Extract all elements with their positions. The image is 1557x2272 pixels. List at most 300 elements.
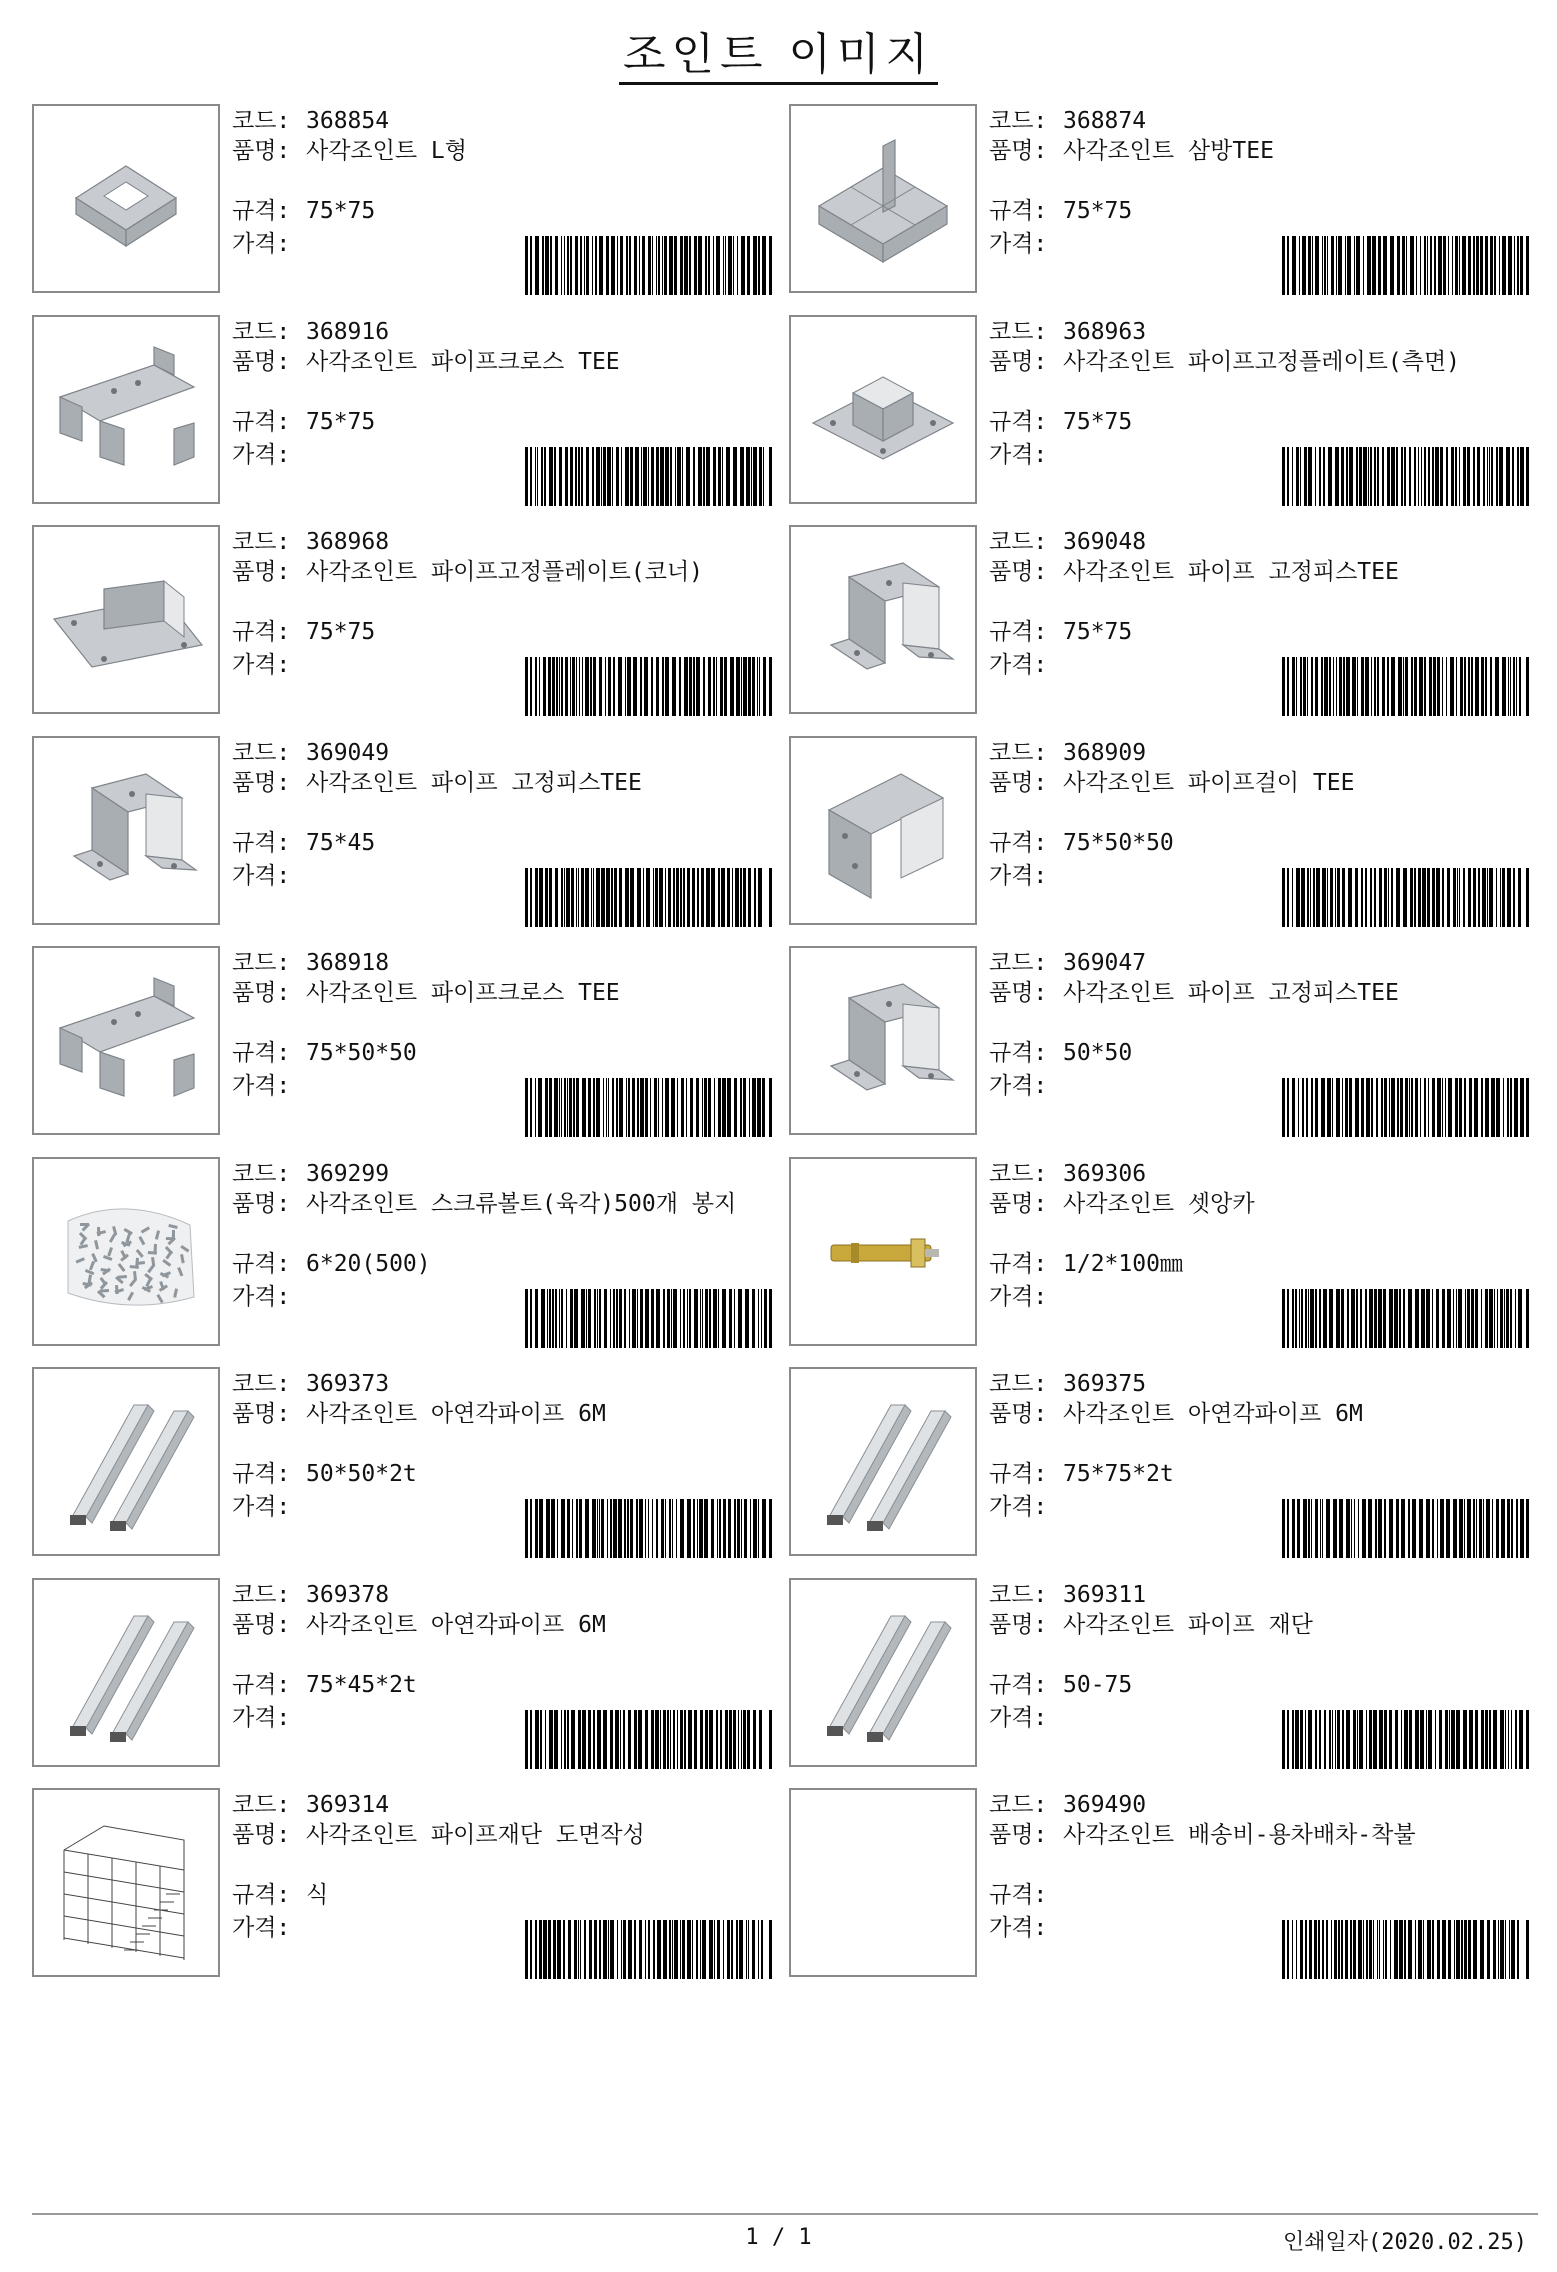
barcode-bar [665,868,666,927]
barcode-bar [1315,236,1319,295]
barcode-bar [618,1499,622,1558]
barcode-bar [540,1710,542,1769]
barcode-bar [645,1078,648,1137]
fixing-piece-tee-icon [791,948,975,1133]
barcode-bar [1382,657,1385,716]
barcode-bar [567,1710,569,1769]
barcode-bar [709,1920,713,1979]
barcode-bar [1292,1920,1293,1979]
barcode-bar [1422,868,1426,927]
barcode-bar [1295,1710,1299,1769]
barcode-bar [1448,236,1449,295]
barcode-bar [1374,1289,1377,1348]
barcode-bar [1404,1920,1406,1979]
barcode-bar [686,1078,687,1137]
barcode-bar [1405,657,1408,716]
barcode-bar [1469,1710,1473,1769]
product-card [789,1578,1537,1771]
barcode-bar [705,1289,708,1348]
barcode-bar [640,657,642,716]
code-value: 369299 [306,1160,390,1187]
barcode-bar [1368,1499,1372,1558]
barcode-bar [603,447,606,506]
name-row [232,1610,751,1640]
barcode-bar [1414,657,1417,716]
barcode-bar [597,1289,598,1348]
barcode-bar [660,1710,661,1769]
code-row [232,317,389,347]
barcode-bar [1307,868,1309,927]
barcode-bar [677,1078,678,1137]
barcode-bar [1390,1920,1391,1979]
barcode-bar [1296,657,1297,716]
barcode-bar [1391,657,1395,716]
barcode-bar [1391,868,1393,927]
spec-value: 1/2*100㎜ [1063,1250,1183,1277]
spec-label: 규격: [989,408,1048,435]
barcode-bar [572,1499,573,1558]
name-label: 품명: [232,980,291,1006]
barcode-bar [1464,1078,1466,1137]
barcode-bar [764,1289,767,1348]
barcode-bar [548,657,551,716]
barcode-bar [623,1920,626,1979]
barcode-bar [656,1499,658,1558]
barcode-bar [535,447,536,506]
barcode-bar [610,1289,611,1348]
barcode-bar [648,236,651,295]
barcode-bar [1345,1078,1348,1137]
barcode-bar [682,1920,685,1979]
barcode-bar [1287,1710,1289,1769]
barcode-bar [736,657,740,716]
barcode-bar [572,657,575,716]
square-pipe-icon [34,1580,218,1765]
barcode-bar [613,1289,615,1348]
code-label: 코드: [989,1581,1048,1608]
name-label: 품명: [232,348,291,375]
barcode-bar [628,1078,630,1137]
barcode-bar [716,236,720,295]
barcode-bar [535,236,539,295]
name-label: 품명: [232,1401,291,1427]
spec-row [989,1670,1132,1700]
barcode-bar [1383,236,1387,295]
barcode-bar [1517,1920,1519,1979]
barcode-bar [1411,657,1413,716]
barcode-bar [703,657,705,716]
barcode-bar [667,1710,669,1769]
name-label: 품명: [232,1822,291,1848]
barcode-bar [669,236,673,295]
barcode-bar [637,868,641,927]
barcode-bar [1499,236,1500,295]
barcode-bar [1333,1499,1337,1558]
product-image [32,1157,220,1346]
barcode-bar [1315,1710,1317,1769]
name-value: 사각조인트 스크류볼트(육각)500개 봉지 [306,1190,737,1217]
barcode-bar [1369,1710,1372,1769]
spec-value: 75*75*2t [1063,1461,1174,1487]
barcode-bar [654,1078,657,1137]
barcode-bar [683,1289,685,1348]
barcode-bar [1374,447,1376,506]
barcode-bar [606,1078,607,1137]
barcode-bar [559,1078,560,1137]
barcode-bar [613,1499,617,1558]
barcode-bar [1443,236,1446,295]
barcode-bar [554,447,556,506]
barcode-bar [1468,1920,1471,1979]
barcode-bar [733,447,737,506]
product-image [789,1788,977,1977]
barcode-bar [576,868,577,927]
barcode-bar [1367,236,1371,295]
name-value: 사각조인트 파이프 고정피스TEE [306,769,642,796]
barcode-bar [1338,236,1342,295]
barcode-bar [554,1078,558,1137]
barcode-bar [1510,1289,1512,1348]
barcode-bar [607,447,611,506]
barcode-bar [1483,447,1485,506]
barcode-bar [559,447,562,506]
price-row [232,1492,306,1522]
barcode-bar [642,236,645,295]
barcode-bar [594,1289,596,1348]
barcode-bar [584,236,585,295]
pipe-hanger-tee-icon [791,738,975,923]
barcode-bar [747,236,750,295]
barcode-bar [1404,1710,1408,1769]
spec-row [232,407,375,437]
barcode-bar [541,1289,545,1348]
barcode-bar [674,1920,678,1979]
barcode-bar [1436,868,1440,927]
name-value: 사각조인트 파이프 재단 [1063,1611,1313,1638]
barcode-bar [656,1289,660,1348]
barcode-bar [1348,868,1352,927]
barcode-bar [1370,447,1372,506]
barcode-bar [1383,1920,1384,1979]
barcode-bar [591,868,592,927]
barcode-bar [585,868,589,927]
barcode-bar [1424,657,1426,716]
barcode-bar [1350,1920,1352,1979]
code-row [232,1790,389,1820]
barcode-bar [1287,236,1289,295]
price-label: 가격: [989,1073,1048,1099]
barcode-bar [1379,1710,1383,1769]
barcode-bar [1500,1710,1504,1769]
code-label: 코드: [989,318,1048,345]
barcode-bar [1424,236,1426,295]
name-value: 사각조인트 삼방TEE [1063,138,1274,164]
product-image [32,104,220,293]
name-label: 품명: [989,1401,1048,1427]
barcode-bar [535,1920,537,1979]
barcode-bar [1432,447,1434,506]
barcode-bar [1496,1499,1499,1558]
barcode-bar [1365,657,1369,716]
barcode-bar [606,868,610,927]
barcode-bar [579,1499,582,1558]
barcode-bar [1476,1499,1477,1558]
barcode-bar [704,1499,708,1558]
barcode-bar [1455,236,1458,295]
barcode-bar [1384,1499,1386,1558]
spec-row [232,1038,417,1068]
barcode-bar [1502,657,1506,716]
barcode-bar [616,1078,618,1137]
barcode-bar [1347,236,1351,295]
barcode-bar [1442,868,1444,927]
price-row [989,229,1063,259]
barcode-bar [1349,447,1353,506]
barcode-bar [1312,236,1313,295]
barcode-bar [616,447,619,506]
barcode-bar [530,1499,532,1558]
barcode-bar [1485,657,1487,716]
barcode-bar [730,657,734,716]
barcode-bar [1376,1078,1378,1137]
barcode-bar [1412,1499,1416,1558]
name-value: 사각조인트 아연각파이프 6M [306,1401,606,1427]
barcode-bar [1369,1920,1372,1979]
barcode-bar [769,1920,772,1979]
barcode-bar [746,447,750,506]
price-label: 가격: [989,1704,1048,1731]
barcode-bar [601,447,602,506]
spec-label: 규격: [232,1671,291,1698]
barcode-bar [530,447,532,506]
product-image [789,1157,977,1346]
barcode-bar [1504,1289,1505,1348]
product-image [789,525,977,714]
barcode-bar [1423,1920,1424,1979]
barcode-bar [662,1078,663,1137]
spec-row [989,1880,1063,1910]
barcode-bar [535,1289,538,1348]
barcode-bar [626,1078,627,1137]
name-row [232,557,751,587]
barcode-bar [688,1710,692,1769]
name-label: 품명: [232,138,291,164]
name-value: 사각조인트 파이프고정플레이트(코너) [306,559,704,585]
barcode-bar [1416,236,1417,295]
barcode-bar [1384,1710,1387,1769]
barcode-bar [732,868,733,927]
barcode-bar [1500,1289,1503,1348]
barcode-bar [525,1289,528,1348]
barcode-bar [722,447,723,506]
barcode-bar [565,657,568,716]
barcode-bar [724,657,727,716]
barcode-bar [650,1078,651,1137]
price-label: 가격: [232,1704,291,1731]
barcode-bar [769,657,772,716]
barcode-bar [632,1078,635,1137]
barcode-bar [567,1078,568,1137]
barcode-bar [1462,236,1466,295]
barcode-bar [579,657,580,716]
barcode-bar [703,447,705,506]
barcode-bar [1358,1499,1359,1558]
code-value: 369048 [1063,529,1147,555]
barcode-bar [1459,1078,1462,1137]
barcode-bar [739,1920,743,1979]
code-label: 코드: [989,739,1048,766]
barcode-bar [1371,1078,1373,1137]
barcode-bar [1310,868,1311,927]
spec-row [232,196,375,226]
barcode-bar [1438,236,1442,295]
barcode-bar [669,1920,671,1979]
barcode-bar [1282,1920,1285,1979]
barcode-bar [525,1499,528,1558]
barcode-bar [671,1078,675,1137]
barcode-bar [752,1078,756,1137]
barcode-bar [623,1710,625,1769]
barcode-bar [1517,447,1519,506]
barcode-bar [1375,1499,1377,1558]
name-row [232,978,751,1008]
barcode-bar [1324,657,1328,716]
barcode-bar [1333,657,1334,716]
barcode-bar [1336,1078,1340,1137]
barcode-bar [1287,657,1289,716]
barcode-bar [1432,1499,1434,1558]
spec-label: 규격: [232,1882,291,1908]
name-row [989,1189,1508,1219]
barcode-bar [1403,657,1404,716]
barcode-bar [667,1289,670,1348]
barcode-bar [1316,868,1320,927]
barcode-bar [680,236,683,295]
name-label: 품명: [232,559,291,585]
barcode-bar [1287,1499,1289,1558]
barcode-bar [656,447,659,506]
barcode-bar [1321,657,1323,716]
barcode-bar [610,1710,613,1769]
barcode-bar [1357,657,1358,716]
barcode-bar [713,657,715,716]
product-card [32,1788,780,1981]
barcode-bar [627,657,631,716]
barcode-bar [1324,236,1326,295]
barcode-bar [663,1920,667,1979]
barcode [525,868,775,927]
price-row [232,1703,306,1733]
code-row [989,527,1146,557]
barcode-bar [578,868,579,927]
barcode-bar [660,447,664,506]
code-value: 369049 [306,739,390,766]
barcode-bar [575,236,578,295]
barcode-bar [1427,236,1428,295]
price-label: 가격: [989,231,1048,257]
name-row [989,1399,1508,1429]
barcode-bar [673,1289,677,1348]
barcode-bar [753,447,757,506]
barcode-bar [669,1499,671,1558]
barcode-bar [1520,1499,1524,1558]
product-card [32,1578,780,1771]
barcode-bar [1520,447,1524,506]
barcode-bar [709,1289,711,1348]
barcode-bar [1372,236,1376,295]
barcode-bar [711,1499,714,1558]
barcode-bar [1436,1289,1439,1348]
barcode-bar [665,1499,666,1558]
barcode-bar [1486,1499,1490,1558]
barcode-bar [1306,1078,1308,1137]
barcode-bar [1353,1920,1356,1979]
barcode-bar [578,447,580,506]
barcode-bar [750,1499,751,1558]
barcode-bar [706,447,710,506]
barcode-bar [619,868,622,927]
barcode [1282,657,1532,716]
barcode-bar [629,236,631,295]
barcode-bar [713,236,714,295]
barcode-bar [1356,447,1358,506]
spec-label: 규격: [232,1461,291,1487]
barcode-bar [1481,1078,1483,1137]
barcode-bar [1336,657,1337,716]
barcode-bar [1496,447,1498,506]
barcode-bar [1368,447,1369,506]
barcode-bar [653,1920,655,1979]
code-row [989,1369,1146,1399]
barcode-bar [1526,1499,1529,1558]
barcode-bar [1365,868,1367,927]
barcode-bar [548,1920,551,1979]
name-label: 품명: [232,1190,291,1217]
barcode-bar [1518,868,1521,927]
name-label: 품명: [989,138,1048,164]
product-card [789,1788,1537,1981]
barcode-bar [1468,657,1470,716]
barcode-bar [1328,447,1332,506]
price-row [232,861,306,891]
barcode-bar [733,1710,736,1769]
barcode-bar [539,1499,543,1558]
price-row [989,650,1063,680]
name-value: 사각조인트 셋앙카 [1063,1190,1255,1217]
barcode-bar [1435,447,1439,506]
barcode [1282,1078,1532,1137]
barcode-bar [1432,1289,1433,1348]
spec-row [232,828,375,858]
barcode-bar [616,1289,618,1348]
barcode-bar [1292,1078,1295,1137]
barcode-bar [1516,657,1517,716]
barcode-bar [752,1289,755,1348]
name-label: 품명: [989,1611,1048,1638]
barcode-bar [1426,1289,1430,1348]
barcode-bar [1491,447,1493,506]
barcode-bar [578,1920,579,1979]
barcode-bar [1477,447,1480,506]
price-label: 가격: [232,1915,291,1941]
barcode-bar [1363,447,1367,506]
spec-row [232,1459,417,1489]
barcode-bar [728,236,732,295]
barcode-bar [1464,1499,1465,1558]
price-label: 가격: [232,652,291,678]
spec-label: 규격: [989,198,1048,224]
barcode-bar [1432,868,1435,927]
